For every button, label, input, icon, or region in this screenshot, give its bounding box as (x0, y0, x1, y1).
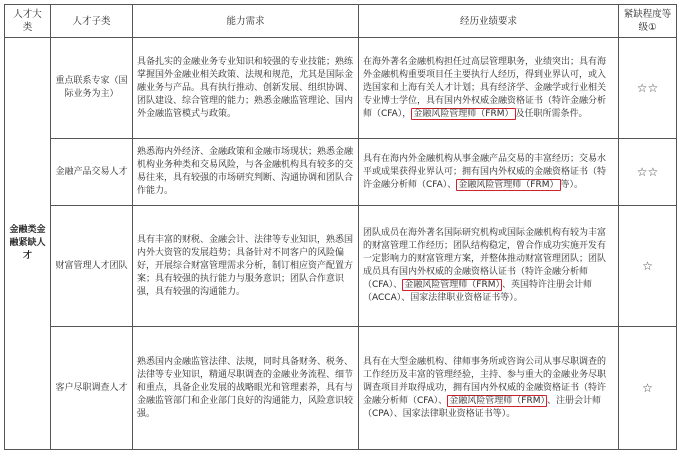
experience-cell (359, 327, 619, 450)
sub-category-cell: 金融产品交易人才 (51, 139, 133, 206)
experience-text: 团队成员在海外著名国际研究机构或国际金融机构有较为丰富的财富管理工作经历；团队结构稳定，曾合作成功实施开发有一定影响力的财富管理方案，并整体推动财富管理团队；团队成员具有国内外权威的金融资格认证书（特许金融分析师（CFA）、 (363, 228, 607, 290)
experience-cell (359, 38, 619, 139)
experience-text: 在海外著名金融机构担任过高层管理职务，业绩突出；具有海外金融机构重要项目任主要执行人经历，得到业界认可，或入选国家和上海有关人才计划；具有经济学、金融学或行业相关专业博士学位，具有国内外权威金融资格证书（特许金融分析师（CFA）， (363, 56, 607, 119)
header-sub-category: 人才子类 (51, 5, 133, 38)
frm-highlight: 金融风险管理师（FRM） (404, 280, 500, 290)
frm-highlight: 金融风险管理师（FRM） (449, 395, 545, 406)
experience-cell (359, 139, 619, 206)
experience-text-after: 等）。 (560, 179, 584, 190)
urgency-stars: ☆☆ (619, 38, 677, 139)
experience-text-after: 、注册会计师（CPA）、国家法律职业资格证书等）。 (363, 395, 602, 419)
experience-text-after: 、英国特许注册会计师（ACCA）、国家法律职业资格证书等）。 (363, 280, 593, 303)
frm-highlight: 金融风险管理师（FRM） (458, 179, 559, 190)
urgency-stars: ☆ (619, 327, 677, 450)
table-row (5, 38, 677, 139)
header-urgency: 紧缺程度等级① (619, 5, 677, 38)
major-category-cell: 金融类金融紧缺人才 (5, 38, 51, 450)
ability-cell: 熟悉海内外经济、金融政策和金融市场现状；熟悉金融机构业务种类和交易风险，与各金融机构具有较多的交易往来，具有较强的市场研究判断、沟通协调和团队合作能力。 (133, 139, 359, 206)
sub-category-cell: 财富管理人才团队 (51, 206, 133, 327)
sub-category-cell: 客户尽职调查人才 (51, 327, 133, 450)
urgency-stars: ☆☆ (619, 139, 677, 206)
header-major-category: 人才大类 (5, 5, 51, 38)
ability-cell: 熟悉国内金融监管法律、法规，同时具备财务、税务、法律等专业知识，精通尽职调查的金融业务流程、细节和重点，具备企业发展的战略眼光和管理素养，具有与金融监管部门和企业部门良好的沟通能力，风险意识较强。 (133, 327, 359, 450)
ability-cell: 具有丰富的财税、金融会计、法律等专业知识，熟悉国内外大资管的发展趋势；具备针对不同客户的风险偏好，开展综合财富管理需求分析，制订相应资产配置方案；具有较强的执行能力与服务意识；团队合作意识强，具有较强的沟通能力。 (133, 206, 359, 327)
experience-cell (359, 206, 619, 327)
table-header-row (5, 5, 677, 38)
talent-table (4, 4, 677, 450)
table-row (5, 327, 677, 450)
table-row (5, 206, 677, 327)
header-ability: 能力需求 (133, 5, 359, 38)
frm-highlight: 金融风险管理师（FRM） (413, 108, 514, 119)
sub-category-cell: 重点联系专家（国际业务为主） (51, 38, 133, 139)
experience-text: 具有在大型金融机构、律师事务所或咨询公司从事尽职调查的工作经历及丰富的管理经验，主持、参与重大的金融业务尽职调查项目并取得成功，拥有国内外权威的金融资格证书（特许金融分析师（CFA）、 (363, 356, 607, 406)
header-experience: 经历业绩要求 (359, 5, 619, 38)
ability-cell: 具备扎实的金融业务专业知识和较强的专业技能；熟练掌握国外金融业相关政策、法规和规范，尤其是国际金融业务与产品。具有执行推动、创新发展、组织协调、团队建设、综合管理的能力；熟悉金融监管理论、国内外金融监管模式与政策。 (133, 38, 359, 139)
experience-text: 具有在海内外金融机构从事金融产品交易的丰富经历；交易水平或成果获得业界认可；拥有国内外权威的金融资格证书（特许金融分析师（CFA）、 (363, 153, 607, 190)
urgency-stars: ☆ (619, 206, 677, 327)
table-row (5, 139, 677, 206)
experience-text-after: 及任职所需条件。 (515, 108, 588, 119)
